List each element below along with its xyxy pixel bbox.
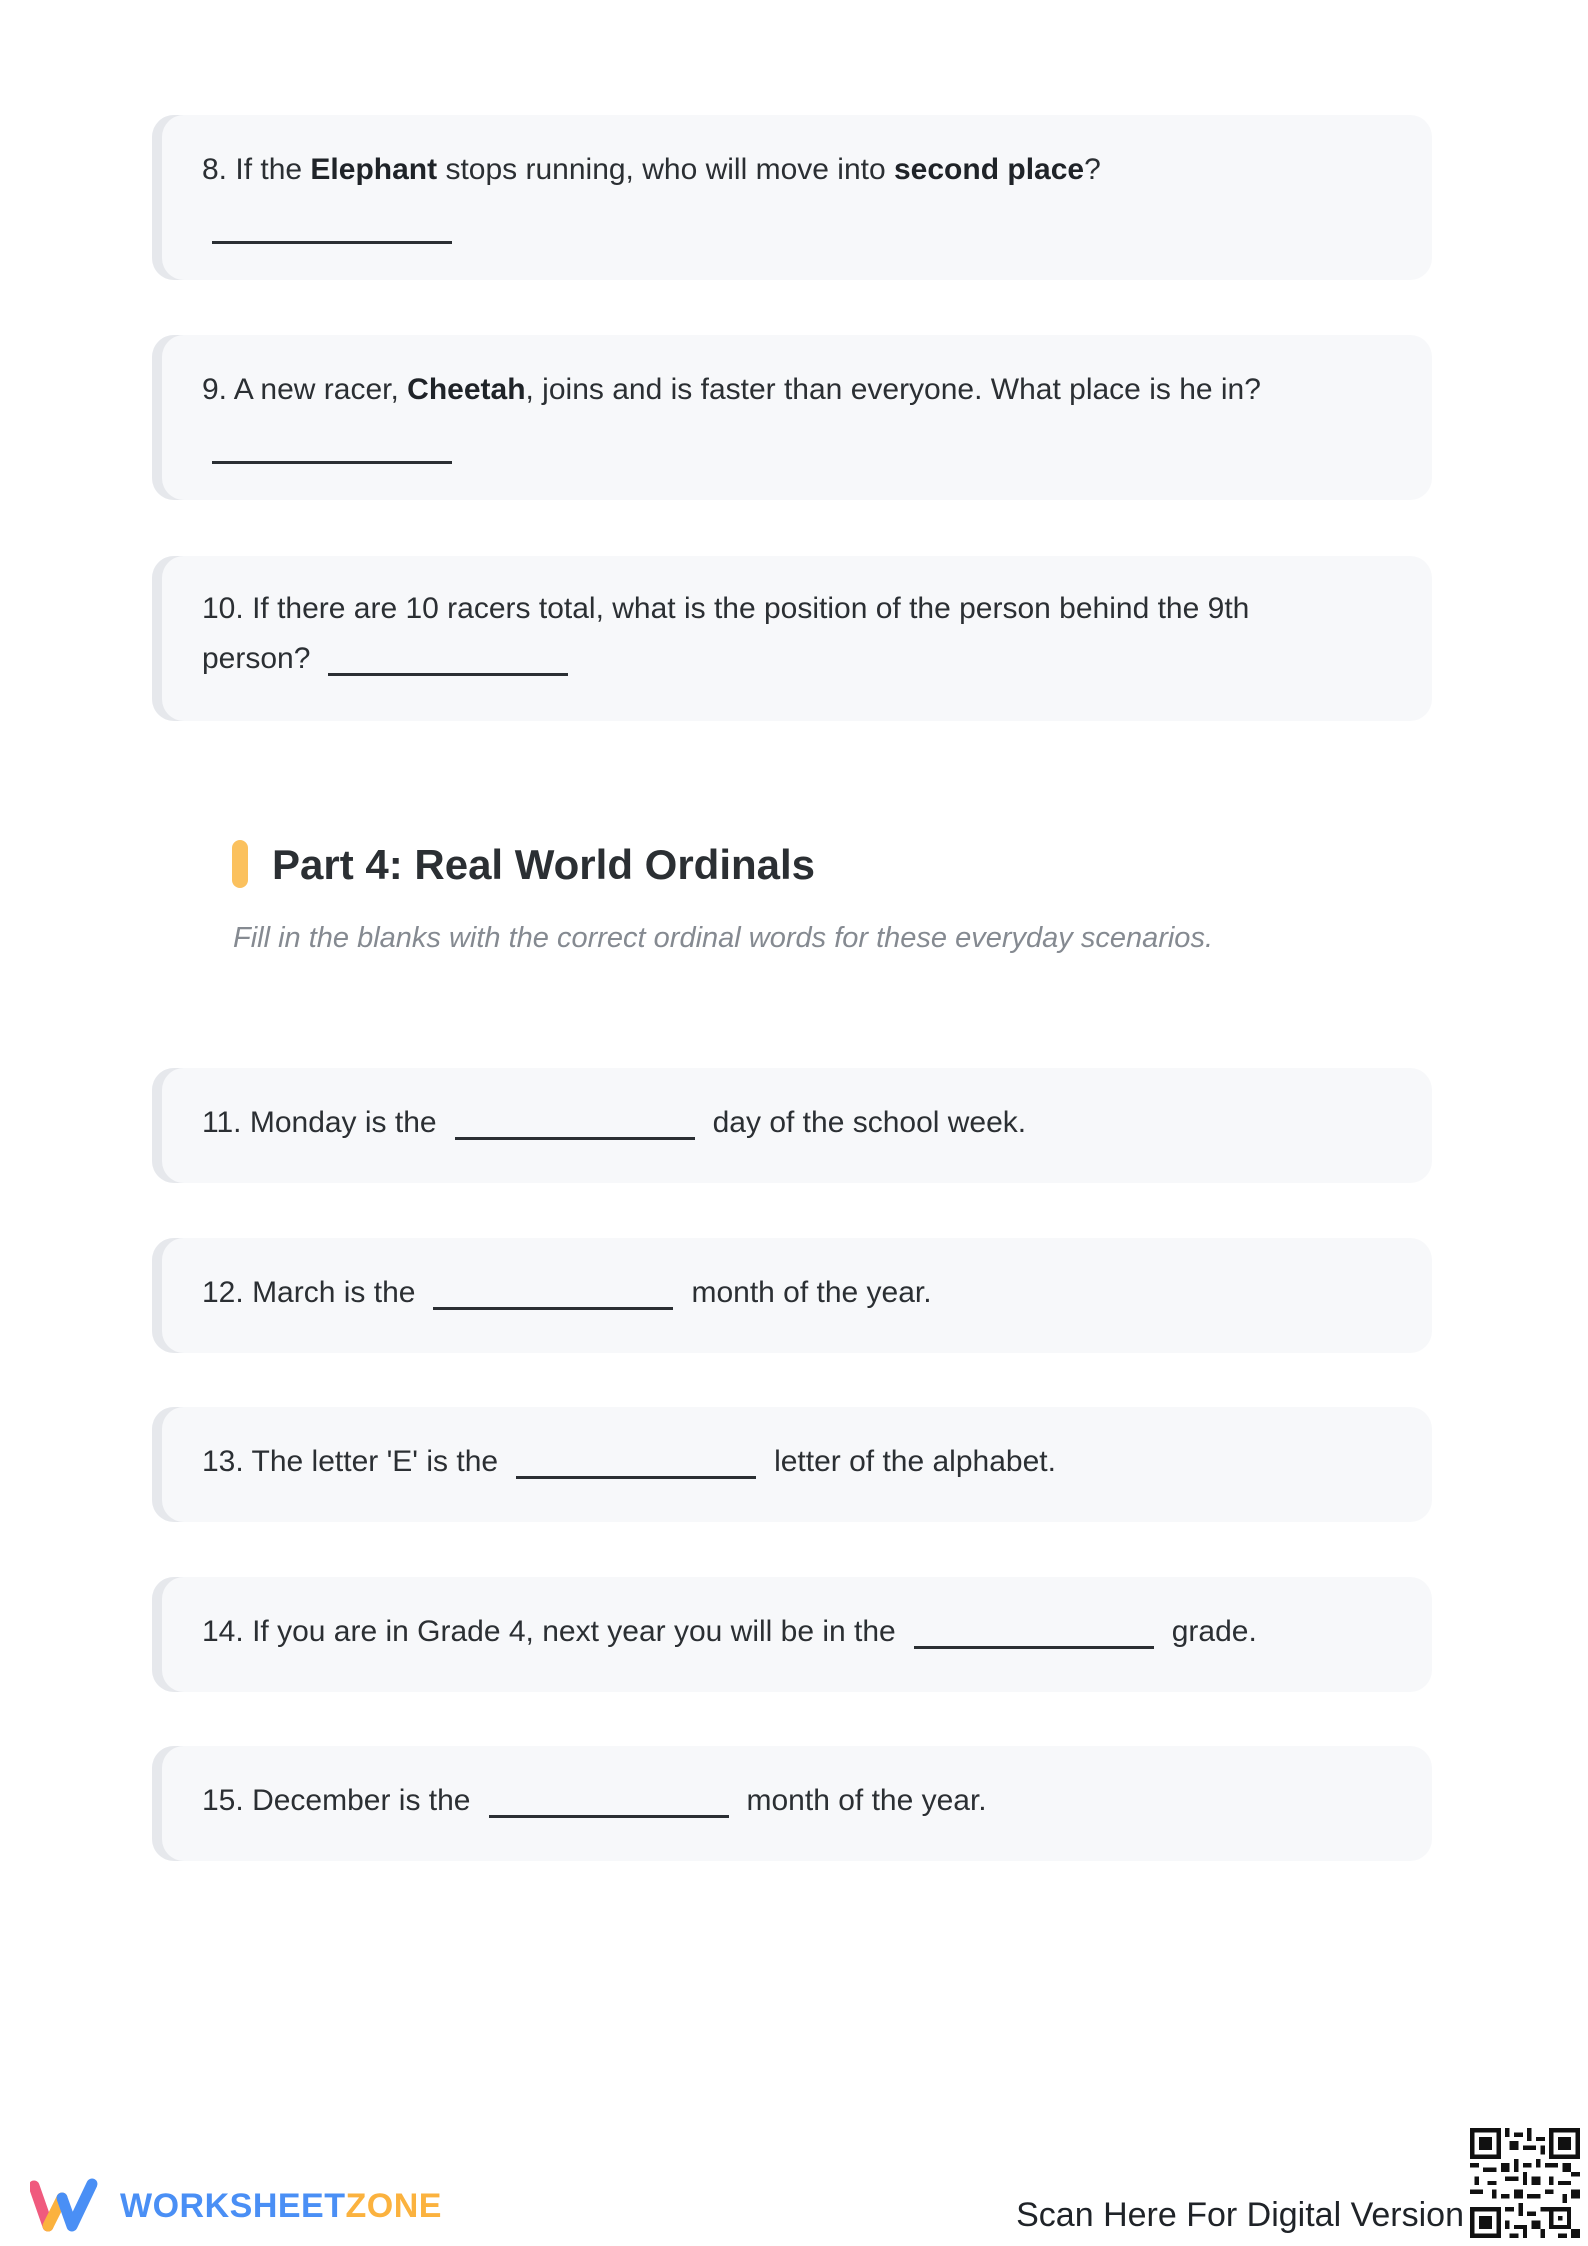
answer-blank[interactable] xyxy=(489,1779,729,1818)
answer-blank[interactable] xyxy=(516,1440,756,1479)
answer-blank[interactable] xyxy=(433,1271,673,1310)
bold-term: second place xyxy=(894,153,1085,186)
question-card-11: 11. Monday is the day of the school week. xyxy=(152,1068,1432,1183)
brand-name: WORKSHEETZONE xyxy=(120,2186,442,2225)
answer-blank[interactable] xyxy=(212,205,452,244)
section-subtitle: Fill in the blanks with the correct ordinal words for these everyday scenarios. xyxy=(233,922,1213,954)
answer-blank[interactable] xyxy=(455,1101,695,1140)
section-header xyxy=(233,830,815,900)
question-text: 8. If the Elephant stops running, who will move into second place? xyxy=(202,153,1101,186)
question-card-9 xyxy=(152,335,1432,500)
question-card-8 xyxy=(152,115,1432,280)
answer-blank[interactable] xyxy=(328,637,568,676)
question-text: 10. If there are 10 racers total, what is the position of the person behind the 9th xyxy=(202,592,1250,625)
qr-code-icon[interactable] xyxy=(1470,2128,1580,2238)
worksheetzone-logo-icon xyxy=(30,2176,106,2236)
answer-blank[interactable] xyxy=(914,1610,1154,1649)
answer-blank[interactable] xyxy=(212,425,452,464)
section-title: Part 4: Real World Ordinals xyxy=(272,841,816,888)
question-text: 9. A new racer, Cheetah, joins and is faster than everyone. What place is he in? xyxy=(202,373,1261,406)
question-card-10 xyxy=(152,556,1432,721)
question-card-12: 12. March is the month of the year. xyxy=(152,1238,1432,1353)
question-card-13: 13. The letter 'E' is the letter of the alphabet. xyxy=(152,1407,1432,1522)
bold-term: Cheetah xyxy=(407,373,526,406)
question-card-14: 14. If you are in Grade 4, next year you will be in the grade. xyxy=(152,1577,1432,1692)
scan-instruction: Scan Here For Digital Version xyxy=(1016,2196,1464,2234)
bold-term: Elephant xyxy=(310,153,438,186)
question-card-15: 15. December is the month of the year. xyxy=(152,1746,1432,1861)
question-text-line2: person? xyxy=(202,634,1372,684)
brand-logo xyxy=(30,2176,442,2236)
